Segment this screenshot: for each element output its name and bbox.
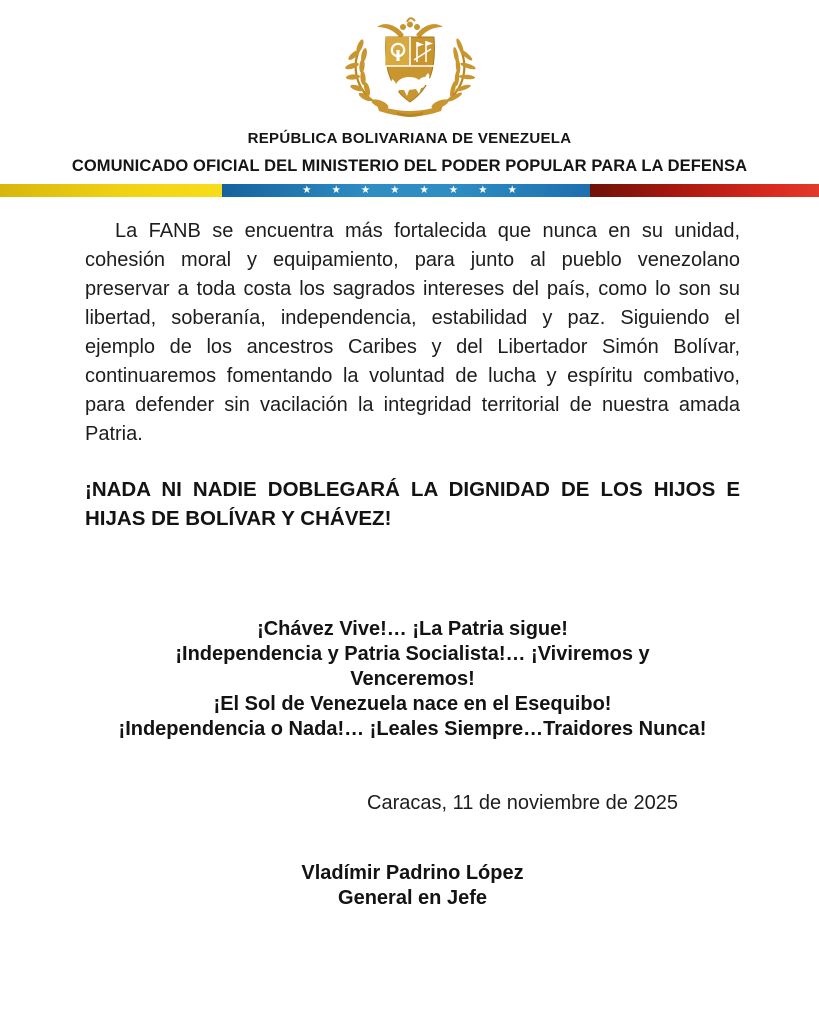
republic-title: REPÚBLICA BOLIVARIANA DE VENEZUELA	[247, 130, 572, 147]
signature-rank: General en Jefe	[338, 886, 487, 909]
slogans-block	[85, 617, 740, 742]
signature-name: Vladímir Padrino López	[301, 862, 524, 884]
cornucopias	[377, 18, 443, 38]
slogan-line: ¡Independencia o Nada!… ¡Leales Siempre…Traidores Nunca!	[118, 718, 707, 740]
flag-stripe-red	[590, 184, 819, 197]
dateline: Caracas, 11 de noviembre de 2025	[367, 792, 678, 814]
slogan-line: Venceremos!	[350, 668, 475, 690]
bold-statement: ¡NADA NI NADIE DOBLEGARÁ LA DIGNIDAD DE LOS HIJOS E HIJAS DE BOLÍVAR Y CHÁVEZ!	[85, 478, 740, 530]
ministry-title: COMUNICADO OFICIAL DEL MINISTERIO DEL PODER POPULAR PARA LA DEFENSA	[71, 157, 748, 175]
signature-block	[85, 861, 740, 910]
slogan-line: ¡Independencia y Patria Socialista!… ¡Viviremos y	[175, 643, 650, 665]
slogan-line: ¡Chávez Vive!… ¡La Patria sigue!	[257, 618, 568, 640]
venezuela-coat-of-arms-icon	[335, 13, 485, 117]
slogan-line: ¡El Sol de Venezuela nace en el Esequibo!	[213, 693, 612, 715]
document-body	[0, 217, 819, 910]
body-paragraph: La FANB se encuentra más fortalecida que nunca en su unidad, cohesión moral y equipamiento, para junto al pueblo venezolano preservar a toda costa los sagrados intereses del país, como lo son su libertad, soberanía, independencia, estabilidad y paz. Siguiendo el ejemplo de los ancestros Caribes y del Libertador Simón Bolívar, continuaremos fomentando la voluntad de lucha y espíritu combativo, para defender sin vacilación la integridad territorial de nuestra amada Patria.	[85, 220, 740, 445]
flag-divider	[0, 184, 819, 197]
flag-stripe-yellow	[0, 184, 222, 197]
emblem-container	[0, 0, 819, 117]
flag-stars-icon: ★ ★ ★ ★ ★ ★ ★ ★	[302, 183, 526, 196]
